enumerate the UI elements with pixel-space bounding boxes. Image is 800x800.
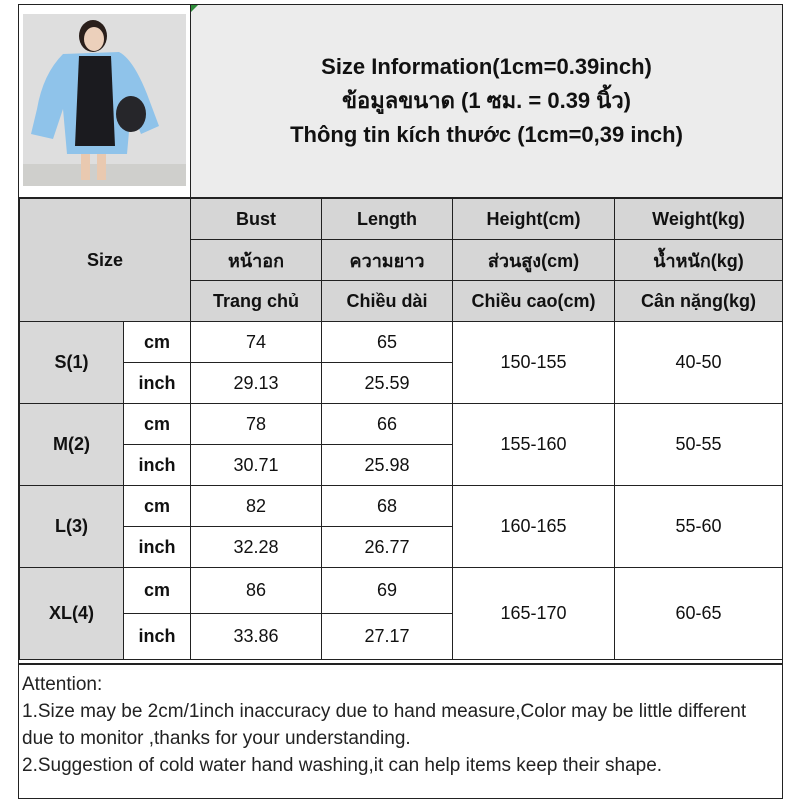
height-range: 150-155 (453, 322, 615, 404)
attention-notes (19, 663, 782, 798)
size-label-l: L(3) (20, 486, 124, 568)
weight-range: 60-65 (615, 568, 783, 660)
model-photo-drawing (23, 14, 186, 186)
length-cm: 69 (322, 568, 453, 614)
header (19, 5, 782, 199)
bust-cm: 86 (191, 568, 322, 614)
size-header: Size (20, 199, 191, 322)
size-label-xl: XL(4) (20, 568, 124, 660)
unit-cm: cm (124, 486, 191, 527)
bust-cm: 74 (191, 322, 322, 363)
bust-inch: 30.71 (191, 445, 322, 486)
unit-inch: inch (124, 363, 191, 404)
col-weight-vi: Cân nặng(kg) (615, 281, 783, 322)
size-chart (18, 4, 783, 799)
length-inch: 27.17 (322, 614, 453, 660)
col-height-en: Height(cm) (453, 199, 615, 240)
length-inch: 25.98 (322, 445, 453, 486)
bust-inch: 29.13 (191, 363, 322, 404)
title-cell (191, 5, 782, 197)
col-length-en: Length (322, 199, 453, 240)
height-range: 160-165 (453, 486, 615, 568)
size-table (19, 198, 783, 660)
unit-inch: inch (124, 614, 191, 660)
bust-inch: 33.86 (191, 614, 322, 660)
col-bust-th: หน้าอก (191, 240, 322, 281)
bust-inch: 32.28 (191, 527, 322, 568)
size-label-m: M(2) (20, 404, 124, 486)
unit-cm: cm (124, 404, 191, 445)
col-bust-en: Bust (191, 199, 322, 240)
size-label-s: S(1) (20, 322, 124, 404)
corner-marker (191, 5, 198, 12)
weight-range: 55-60 (615, 486, 783, 568)
weight-range: 50-55 (615, 404, 783, 486)
col-bust-vi: Trang chủ (191, 281, 322, 322)
bust-cm: 78 (191, 404, 322, 445)
unit-inch: inch (124, 445, 191, 486)
length-cm: 68 (322, 486, 453, 527)
unit-inch: inch (124, 527, 191, 568)
col-height-th: ส่วนสูง(cm) (453, 240, 615, 281)
title-vietnamese: Thông tin kích thước (1cm=0,39 inch) (290, 122, 683, 147)
unit-cm: cm (124, 322, 191, 363)
col-weight-en: Weight(kg) (615, 199, 783, 240)
height-range: 155-160 (453, 404, 615, 486)
height-range: 165-170 (453, 568, 615, 660)
title-english: Size Information(1cm=0.39inch) (321, 54, 652, 79)
notes-heading: Attention: (22, 674, 103, 695)
col-weight-th: น้ำหนัก(kg) (615, 240, 783, 281)
notes-line-2: 2.Suggestion of cold water hand washing,it can help items keep their shape. (22, 755, 663, 776)
photo-cell (19, 5, 191, 197)
length-inch: 25.59 (322, 363, 453, 404)
unit-cm: cm (124, 568, 191, 614)
length-inch: 26.77 (322, 527, 453, 568)
col-height-vi: Chiều cao(cm) (453, 281, 615, 322)
col-length-vi: Chiều dài (322, 281, 453, 322)
model-photo (23, 14, 186, 186)
col-length-th: ความยาว (322, 240, 453, 281)
notes-line-1: 1.Size may be 2cm/1inch inaccuracy due to hand measure,Color may be little different due to monitor ,thanks for your understanding. (22, 701, 747, 749)
weight-range: 40-50 (615, 322, 783, 404)
bust-cm: 82 (191, 486, 322, 527)
title-thai: ข้อมูลขนาด (1 ซม. = 0.39 นิ้ว) (341, 88, 631, 113)
length-cm: 65 (322, 322, 453, 363)
length-cm: 66 (322, 404, 453, 445)
